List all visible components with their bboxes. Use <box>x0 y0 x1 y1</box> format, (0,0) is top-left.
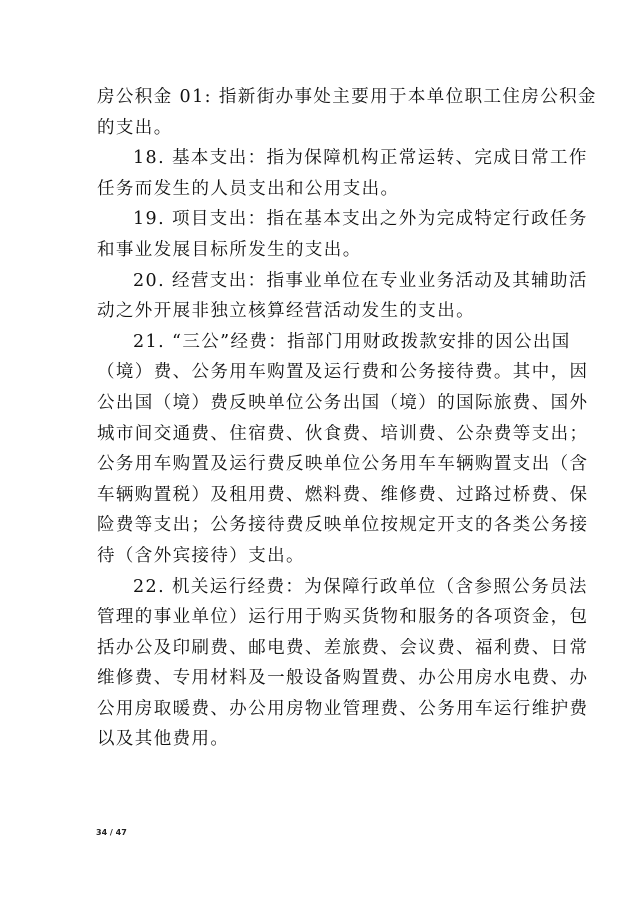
text-line: 21. “三公”经费：指部门用财政拨款安排的因公出国 <box>133 331 571 352</box>
text-line: 车辆购置税）及租用费、燃料费、维修费、过路过桥费、保 <box>97 484 589 505</box>
text-line: 待（含外宾接待）支出。 <box>97 545 305 566</box>
text-line: 和事业发展目标所发生的支出。 <box>97 239 362 260</box>
text-line: 括办公及印刷费、邮电费、差旅费、会议费、福利费、日常 <box>97 637 589 658</box>
paragraph-housing-fund <box>97 82 597 143</box>
text-line: 19. 项目支出：指在基本支出之外为完成特定行政任务 <box>133 209 588 230</box>
text-line: 以及其他费用。 <box>97 729 230 750</box>
text-line: 动之外开展非独立核算经营活动发生的支出。 <box>97 301 475 322</box>
text-line: 18. 基本支出：指为保障机构正常运转、完成日常工作 <box>133 148 588 169</box>
paragraph-basic-expenditure <box>97 143 588 204</box>
text-line: 房公积金 01: 指新街办事处主要用于本单位职工住房公积金 <box>97 87 597 107</box>
page-number: 34 / 47 <box>96 828 127 837</box>
text-line: 公务用车购置及运行费反映单位公务用车车辆购置支出（含 <box>97 454 589 475</box>
text-line: 22. 机关运行经费：为保障行政单位（含参照公务员法 <box>133 576 588 597</box>
paragraph-project-expenditure <box>97 204 588 265</box>
text-line: 城市间交通费、住宿费、伙食费、培训费、公杂费等支出； <box>97 423 589 444</box>
text-line: 公出国（境）费反映单位公务出国（境）的国际旅费、国外 <box>97 392 589 413</box>
text-line: （境）费、公务用车购置及运行费和公务接待费。其中，因 <box>97 362 589 383</box>
text-line: 管理的事业单位）运行用于购买货物和服务的各项资金，包 <box>97 607 589 628</box>
text-line: 20. 经营支出：指事业单位在专业业务活动及其辅助活 <box>133 270 588 291</box>
paragraph-three-public-expenses <box>97 327 589 572</box>
document-body <box>97 82 597 755</box>
text-line: 的支出。 <box>97 117 173 138</box>
text-line: 维修费、专用材料及一般设备购置费、办公用房水电费、办 <box>97 668 589 689</box>
text-line: 公用房取暖费、办公用房物业管理费、公务用车运行维护费 <box>97 698 589 719</box>
paragraph-agency-operating-funds <box>97 572 589 756</box>
paragraph-operating-expenditure <box>97 266 588 327</box>
text-line: 险费等支出；公务接待费反映单位按规定开支的各类公务接 <box>97 515 589 536</box>
text-line: 任务而发生的人员支出和公用支出。 <box>97 178 400 199</box>
